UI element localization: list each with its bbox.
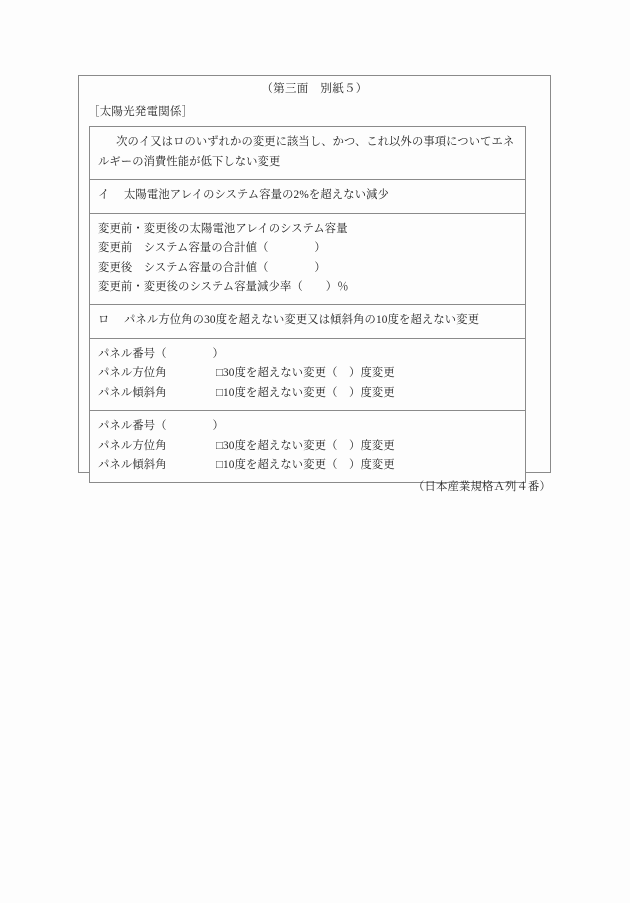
panel-tilt-row-1 bbox=[98, 384, 517, 403]
item-i-marker: イ bbox=[98, 189, 110, 202]
item-i-text: 太陽電池アレイのシステム容量の2%を超えない減少 bbox=[123, 189, 390, 202]
panel-azimuth-row-2 bbox=[98, 437, 517, 456]
item-ro-line bbox=[98, 311, 517, 330]
capacity-before-line[interactable]: 変更前 システム容量の合計値（ ） bbox=[98, 242, 326, 255]
capacity-reduction-rate-line[interactable]: 変更前・変更後のシステム容量減少率（ ）％ bbox=[98, 281, 349, 293]
panel-tilt-row-2 bbox=[98, 456, 517, 475]
panel-tilt-label-1: パネル傾斜角 bbox=[98, 386, 167, 399]
panel-azimuth-checkbox-option-2[interactable]: □30度を超えない変更（ ）度変更 bbox=[216, 439, 395, 452]
capacity-after-line[interactable]: 変更後 システム容量の合計値（ ） bbox=[98, 261, 326, 274]
item-i-line bbox=[98, 186, 517, 205]
intro-paragraph: 次のイ又はロのいずれかの変更に該当し、かつ、これ以外の事項についてエネルギーの消費性能が低下しない変更 bbox=[98, 136, 515, 168]
sheet-title: （第三面 別紙５） bbox=[261, 83, 368, 95]
item-ro-text: パネル方位角の30度を超えない変更又は傾斜角の10度を超えない変更 bbox=[123, 314, 480, 327]
form-table bbox=[89, 126, 526, 483]
table-row-item-i bbox=[90, 180, 525, 213]
panel-number-field-2[interactable]: パネル番号（ ） bbox=[98, 420, 224, 433]
capacity-heading-line: 変更前・変更後の太陽電池アレイのシステム容量 bbox=[98, 222, 348, 235]
panel-azimuth-row-1 bbox=[98, 364, 517, 383]
panel-azimuth-label-1: パネル方位角 bbox=[98, 367, 167, 380]
panel-tilt-checkbox-option-2[interactable]: □10度を超えない変更（ ）度変更 bbox=[216, 458, 395, 471]
table-row-panel-block-2 bbox=[90, 411, 525, 482]
table-row-capacity bbox=[90, 214, 525, 306]
panel-number-field-1[interactable]: パネル番号（ ） bbox=[98, 347, 224, 360]
paper-size-note: （日本産業規格Ａ列４番） bbox=[413, 481, 551, 493]
table-row-item-ro bbox=[90, 305, 525, 338]
table-row-panel-block-1 bbox=[90, 339, 525, 411]
item-ro-marker: ロ bbox=[98, 314, 110, 327]
section-heading: ［太陽光発電関係］ bbox=[88, 106, 194, 119]
table-row-intro bbox=[90, 127, 525, 180]
panel-tilt-checkbox-option-1[interactable]: □10度を超えない変更（ ）度変更 bbox=[216, 386, 395, 399]
panel-azimuth-checkbox-option-1[interactable]: □30度を超えない変更（ ）度変更 bbox=[216, 367, 395, 380]
panel-tilt-label-2: パネル傾斜角 bbox=[98, 458, 167, 471]
form-outer-frame bbox=[78, 75, 551, 473]
panel-azimuth-label-2: パネル方位角 bbox=[98, 439, 167, 452]
